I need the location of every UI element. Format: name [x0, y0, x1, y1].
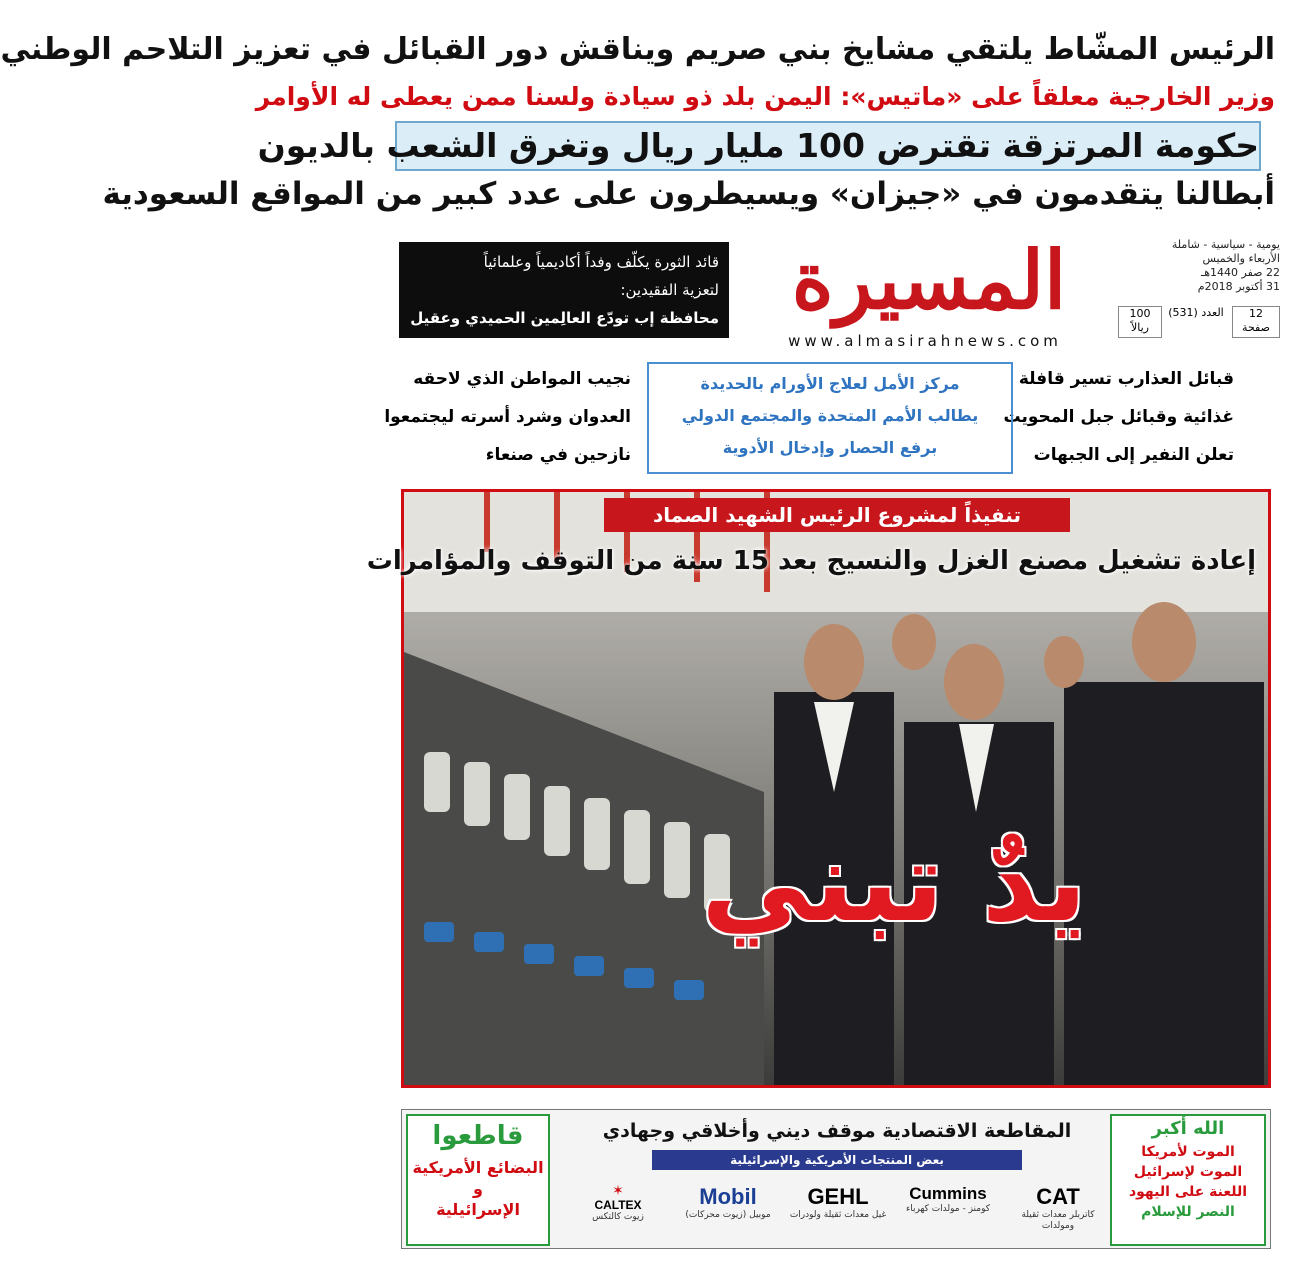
story-line: نازحين في صنعاء — [485, 445, 631, 465]
center-line: برفع الحصار وإدخال الأدوية — [722, 438, 938, 457]
price-box — [1118, 306, 1162, 338]
issue-number-block — [1166, 306, 1226, 319]
brand-name: Cummins — [909, 1184, 987, 1203]
story-line: نجيب المواطن الذي لاحقه — [413, 369, 631, 389]
story-subhead: إعادة تشغيل مصنع الغزل والنسيج بعد 15 سنة من التوقف والمؤامرات — [366, 546, 1256, 576]
star-icon: ✶ — [612, 1183, 624, 1199]
slogan-line: الموت لإسرائيل — [1133, 1164, 1243, 1180]
story-line: العدوان وشرد أسرته ليجتمعوا — [384, 407, 631, 427]
masthead-logo — [743, 232, 1115, 328]
website-url: www.almasirahnews.com — [788, 332, 1062, 350]
story-big-title: يدٌ تبني — [701, 818, 1087, 946]
price-label: ريالاً — [1131, 321, 1149, 334]
brand-sub: غيل معدات ثقيلة ولودرات — [789, 1210, 887, 1220]
brand-cat — [1008, 1184, 1108, 1232]
brand-mobil — [678, 1184, 778, 1221]
brand-logos — [562, 1184, 1108, 1240]
condolence-box — [399, 242, 729, 338]
price-number: 100 — [1129, 307, 1151, 320]
story-line: غذائية وقبائل جبل المحويت — [1003, 407, 1234, 427]
info-line: يومية - سياسية - شاملة — [1171, 238, 1280, 251]
boycott-line: و — [473, 1179, 483, 1198]
headline-jizan-advance: أبطالنا يتقدمون في «جيزان» ويسيطرون على عدد كبير من المواقع السعودية — [102, 176, 1275, 212]
condolence-line: قائد الثورة يكلّف وفداً أكاديمياً وعلمائياً — [483, 253, 719, 271]
issue-label: العدد — [1201, 306, 1224, 319]
brand-caltex — [568, 1184, 668, 1223]
story-tribes-convoy — [994, 360, 1234, 474]
brand-name: GEHL — [807, 1184, 869, 1209]
pages-number: 12 — [1249, 307, 1263, 320]
pages-label: صفحة — [1242, 321, 1270, 334]
brand-sub: كاتربلر معدات ثقيلة ومولدات — [1021, 1210, 1095, 1231]
issue-number: (531) — [1168, 306, 1198, 319]
factory-photo — [366, 492, 1268, 1085]
slogan-box — [1110, 1114, 1266, 1246]
info-line: 22 صفر 1440هـ — [1201, 266, 1280, 279]
logo-text: المسيرة — [791, 233, 1067, 327]
boycott-title: قاطعوا — [432, 1121, 524, 1151]
brand-name: CAT — [1036, 1184, 1080, 1209]
ad-subtitle-bar: بعض المنتجات الأمريكية والإسرائيلية — [652, 1150, 1022, 1170]
info-line: 31 أكتوبر 2018م — [1197, 280, 1280, 293]
cancer-center-box — [647, 362, 1013, 474]
headline-government-loan: حكومة المرتزقة تقترض 100 مليار ريال وتغرق الشعب بالديون — [395, 121, 1261, 171]
brand-cummins — [898, 1184, 998, 1215]
brand-sub: كومنز - مولدات كهرباء — [905, 1204, 991, 1214]
story-line: قبائل العذارب تسير قافلة — [1018, 369, 1234, 389]
slogan-line: اللعنة على اليهود — [1128, 1184, 1248, 1200]
condolence-line: محافظة إب تودّع العالِمين الحميدي وعقيل — [410, 309, 719, 327]
brand-sub: زيوت كالتكس — [592, 1212, 644, 1222]
brand-name: CALTEX — [594, 1198, 642, 1212]
condolence-line: لتعزية الفقيدين: — [620, 281, 719, 299]
slogan-line: الموت لأمريكا — [1141, 1144, 1235, 1160]
brand-gehl — [788, 1184, 888, 1221]
ad-title: المقاطعة الاقتصادية موقف ديني وأخلاقي وجهادي — [602, 1120, 1072, 1142]
boycott-box — [406, 1114, 550, 1246]
center-line: مركز الأمل لعلاج الأورام بالحديدة — [700, 374, 960, 393]
center-line: يطالب الأمم المتحدة والمجتمع الدولي — [681, 406, 979, 425]
headline-president-meeting: الرئيس المشّاط يلتقي مشايخ بني صريم ويناقش دور القبائل في تعزيز التلاحم الوطني — [0, 32, 1275, 67]
info-line: الأربعاء والخميس — [1202, 252, 1280, 265]
boycott-line: الإسرائيلية — [436, 1200, 520, 1219]
story-displaced-family — [384, 360, 631, 474]
brand-name: Mobil — [699, 1184, 757, 1209]
story-banner: تنفيذاً لمشروع الرئيس الشهيد الصماد — [604, 498, 1070, 532]
headline-foreign-minister: وزير الخارجية معلقاً على «ماتيس»: اليمن بلد ذو سيادة ولسنا ممن يعطى له الأوامر — [255, 82, 1275, 111]
slogan-line: الله أكبر — [1151, 1118, 1225, 1139]
story-line: تعلن النفير إلى الجبهات — [1033, 445, 1234, 465]
boycott-line: البضائع الأمريكية — [412, 1158, 544, 1177]
main-photo-story — [366, 489, 1271, 1088]
boycott-ad — [401, 1109, 1271, 1249]
issue-info — [1120, 238, 1280, 294]
slogan-line: النصر للإسلام — [1141, 1204, 1235, 1220]
brand-sub: موبيل (زيوت محركات) — [685, 1210, 771, 1220]
pages-box — [1232, 306, 1280, 338]
